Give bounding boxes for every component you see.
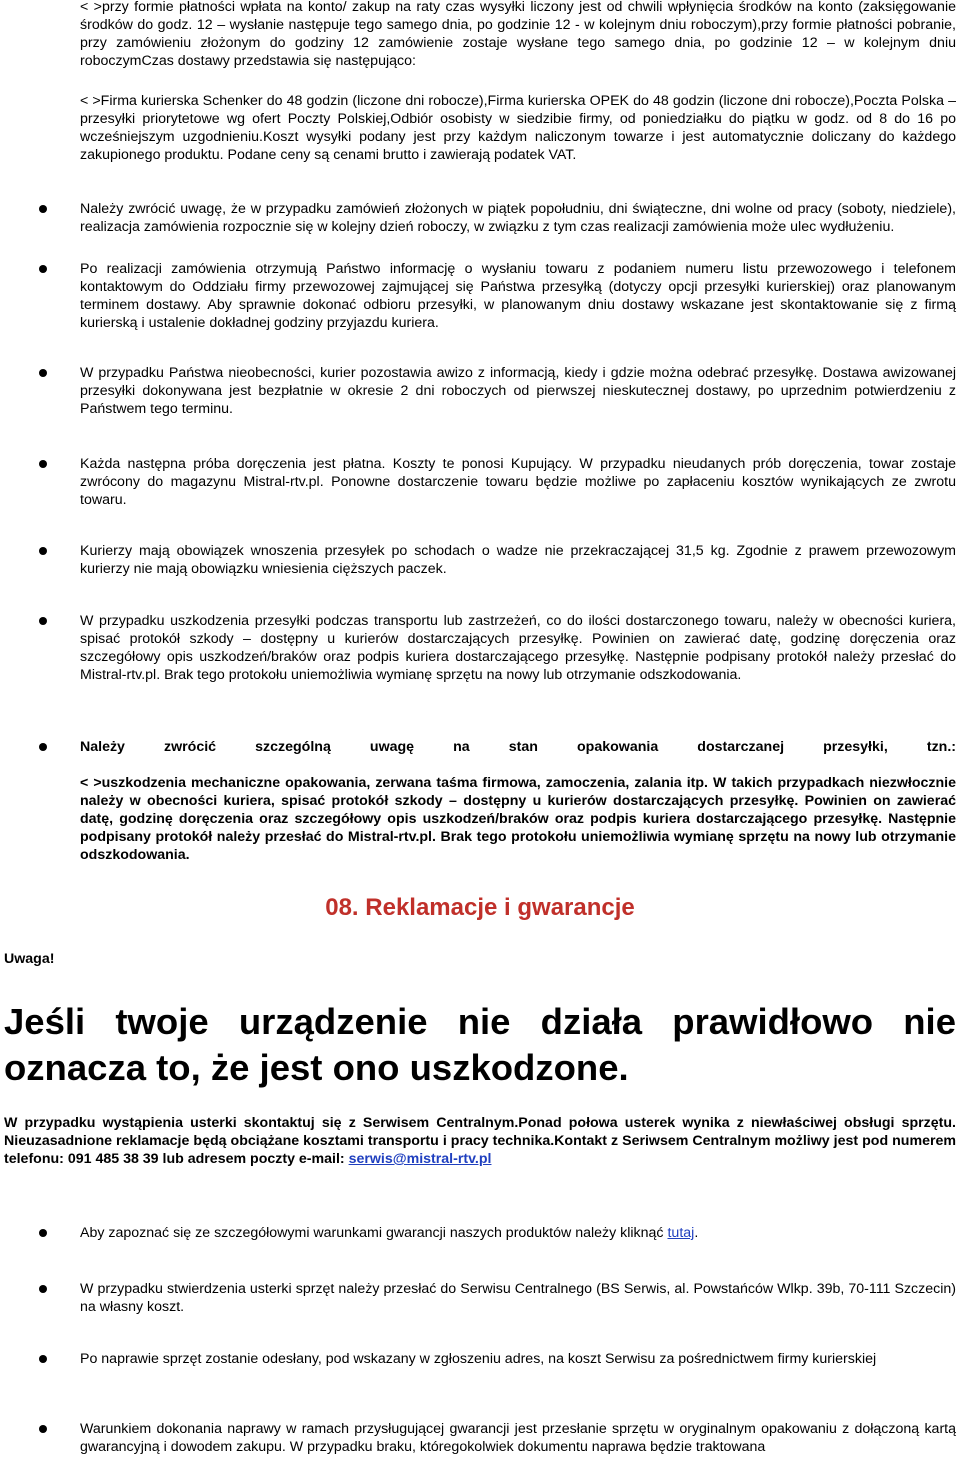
list-item: Kurierzy mają obowiązek wnoszenia przesyłek po schodach o wadze nie przekraczającej 31,5 kg. Zgodnie z prawem przewozowym kurierzy nie mają obowiązku wniesienia cięższych paczek. (80, 543, 956, 577)
bullet-dot (39, 1355, 47, 1363)
list-item: W przypadku Państwa nieobecności, kurier pozostawia awizo z informacją, kiedy i gdzie można odebrać przesyłkę. Dostawa awizowanej przesyłki dokonywana jest bezpłatnie w okresie 2 dni roboczych od pierwszej nieskutecznej dostawy, po uprzednim potwierdzeniu z Państwem tego terminu. (80, 365, 956, 417)
bullet-dot (39, 369, 47, 377)
bullet-dot (39, 1285, 47, 1293)
bullet-dot (39, 617, 47, 625)
list-item: Każda następna próba doręczenia jest płatna. Koszty te ponosi Kupujący. W przypadku nieudanych prób doręczenia, towar zostaje zwrócony do magazynu Mistral-rtv.pl. Ponowne dostarczenie towaru będzie możliwe po zapłaceniu kosztów wynikających ze zwrotu towaru. (80, 456, 956, 508)
list-item: Warunkiem dokonania naprawy w ramach przysługującej gwarancji jest przesłanie sprzętu w oryginalnym opakowaniu z dołączoną kartą gwarancyjną i dowodem zakupu. W przypadku braku, któregokolwiek dokumentu naprawa będzie traktowana (80, 1421, 956, 1455)
bullet-dot (39, 743, 47, 751)
list-item: Po realizacji zamówienia otrzymują Państwo informację o wysłaniu towaru z podaniem numeru listu przewozowego i telefonem kontaktowym do Oddziału firmy przewozowej zajmującej się Państwa przesyłką (dotyczy opcji przesyłki kurierskiej) oraz planowanym terminem dostawy. Aby sprawnie dokonać odbioru przesyłki, w planowanym dniu dostawy wskazane jest skontaktowanie się z firmą kurierską i ustalenie dokładnej godziny przyjazdu kuriera. (80, 261, 956, 331)
packaging-warning-heading: Należy zwrócić szczególną uwagę na stan opakowania dostarczanej przesyłki, tzn.: (80, 739, 956, 755)
warranty-link[interactable]: tutaj (667, 1225, 695, 1241)
bullet-dot (39, 547, 47, 555)
list-item (80, 1224, 956, 1242)
packaging-warning-details: < >uszkodzenia mechaniczne opakowania, zerwana taśma firmowa, zamoczenia, zalania itp. W takich przypadkach niezwłocznie należy w obecności kuriera, spisać protokół szkody – dostępny u kurierów dostarczających przesyłkę. Powinien on zawierać datę, godzinę doręczenia oraz szczegółowy opis uszkodzeń/braków oraz podpis kuriera dostarczającego przesyłkę. Następnie podpisany protokół należy przesłać do Mistral-rtv.pl. Brak tego protokołu uniemożliwia wymianę sprzętu na nowy lub otrzymanie odszkodowania. (80, 775, 956, 863)
bullet-dot (39, 265, 47, 273)
section-heading: 08. Reklamacje i gwarancje (325, 894, 635, 921)
list-item: Należy zwrócić uwagę, że w przypadku zamówień złożonych w piątek popołudniu, dni świąteczne, dni wolne od pracy (soboty, niedziele), realizacja zamówienia rozpocznie się w kolejny dzień roboczy, w związku z tym czas realizacji zamówienia może ulec wydłużeniu. (80, 201, 956, 235)
bullet-dot (39, 460, 47, 468)
warranty-text: Aby zapoznać się ze szczegółowymi warunkami gwarancji naszych produktów należy kliknąć (80, 1225, 664, 1241)
bullet-dot (39, 1425, 47, 1433)
bullet-dot (39, 1229, 47, 1237)
list-item: W przypadku uszkodzenia przesyłki podczas transportu lub zastrzeżeń, co do ilości dostarczonego towaru, należy w obecności kuriera, spisać protokół szkody – dostępny u kurierów dostarczających przesyłkę. Powinien on zawierać datę, godzinę doręczenia oraz szczegółowy opis uszkodzeń/braków oraz podpis kuriera dostarczającego przesyłkę. Następnie podpisany protokół należy przesłać do Mistral-rtv.pl. Brak tego protokołu uniemożliwia wymianę sprzętu na nowy lub otrzymanie odszkodowania. (80, 613, 956, 683)
delivery-payment-paragraph: < >przy formie płatności wpłata na konto/ zakup na raty czas wysyłki liczony jest od chwili wpłynięcia środków na konto (zaksięgowanie środków do godz. 12 – wysłanie następuje tego samego dnia, po godzinie 12 - w kolejnym dniu roboczym),przy formie płatności pobranie, przy zamówieniu złożonym do godziny 12 zamówienie zostaje wysłane tego samego dnia, po godzinie 12 – w kolejnym dniu roboczymCzas dostawy przedstawia się następująco: (80, 0, 956, 69)
big-heading: Jeśli twoje urządzenie nie działa prawidłowo nie oznacza to, że jest ono uszkodzone. (4, 1001, 956, 1088)
warranty-text-end: . (694, 1225, 699, 1241)
service-note-text: W przypadku wystąpienia usterki skontaktuj się z Serwisem Centralnym.Ponad połowa usterek wynika z niewłaściwej obsługi sprzętu. Nieuzasadnione reklamacje będą obciążane kosztami transportu i pracy technika.Kontakt z Seriwsem Centralnym możliwy jest pod numerem telefonu: 091 485 38 39 lub adresem poczty e-mail: (4, 1115, 956, 1167)
service-email-link[interactable]: serwis@mistral-rtv.pl (348, 1151, 492, 1167)
list-item: Po naprawie sprzęt zostanie odesłany, pod wskazany w zgłoszeniu adres, na koszt Serwisu za pośrednictwem firmy kurierskiej (80, 1351, 877, 1367)
bullet-dot (39, 205, 47, 213)
delivery-couriers-paragraph: < >Firma kurierska Schenker do 48 godzin (liczone dni robocze),Firma kurierska OPEK do 48 godzin (liczone dni robocze),Poczta Polska – przesyłki priorytetowe wg ofert Poczty Polskiej,Odbiór osobisty w siedzibie firmy, od poniedziałku do piątku w godz. od 8 do 16 po wcześniejszym uzgodnieniu.Koszt wysyłki podany jest przy każdym naliczonym towarze i jest automatycznie doliczany do każdego zakupionego produktu. Podane ceny są cenami brutto i zawierają podatek VAT. (80, 93, 956, 163)
list-item: W przypadku stwierdzenia usterki sprzęt należy przesłać do Serwisu Centralnego (BS Serwis, al. Powstańców Wlkp. 39b, 70-111 Szczecin) na własny koszt. (80, 1281, 956, 1315)
service-note (4, 1114, 956, 1168)
warning-label: Uwaga! (4, 951, 55, 967)
